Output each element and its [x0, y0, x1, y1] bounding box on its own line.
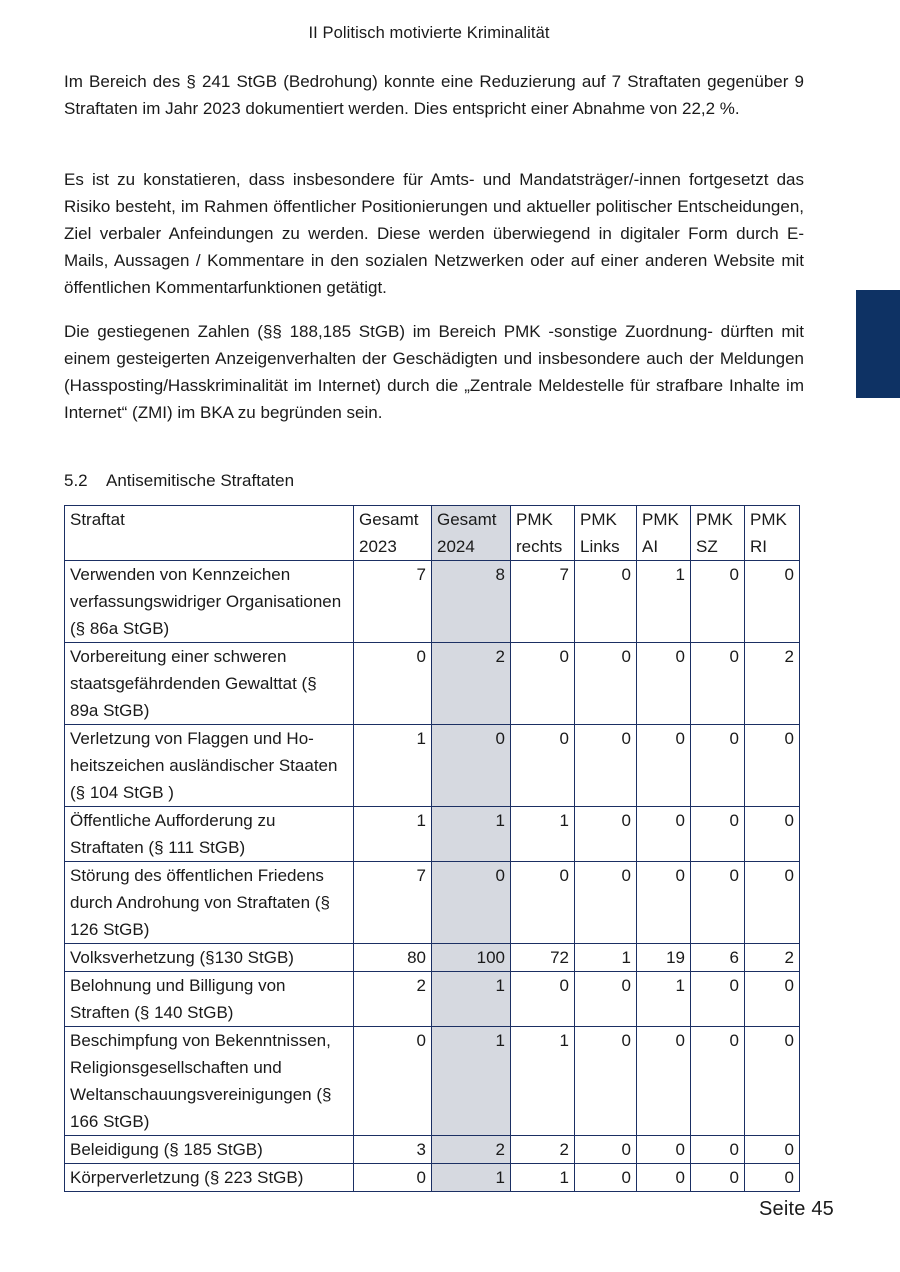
header-total-2023: Gesamt 2023	[354, 506, 432, 561]
chapter-tab-marker	[856, 290, 900, 398]
table-row	[65, 807, 800, 862]
count-cell: 0	[575, 1164, 637, 1192]
count-cell: 19	[637, 944, 691, 972]
section-number: 5.2	[64, 471, 88, 490]
count-cell: 0	[637, 862, 691, 944]
header-pmk-sz: PMK SZ	[691, 506, 745, 561]
count-cell: 0	[575, 807, 637, 862]
count-cell: 80	[354, 944, 432, 972]
count-cell: 1	[354, 725, 432, 807]
count-cell: 0	[745, 1164, 800, 1192]
count-cell: 0	[745, 725, 800, 807]
count-cell: 7	[354, 862, 432, 944]
count-cell: 72	[511, 944, 575, 972]
table-row	[65, 862, 800, 944]
count-cell: 2	[354, 972, 432, 1027]
offence-cell: Vorbereitung einer schweren staatsgefährdenden Gewalttat (§ 89a StGB)	[65, 643, 354, 725]
count-cell: 1	[511, 1027, 575, 1136]
count-cell: 0	[511, 725, 575, 807]
count-cell: 0	[575, 1027, 637, 1136]
count-cell: 0	[432, 862, 511, 944]
paragraph-increased-numbers: Die gestiegenen Zahlen (§§ 188,185 StGB) im Bereich PMK -sonstige Zuordnung- dürften mit einem gesteigerten Anzeigenverhalten der Geschädigten und insbesondere auch der Meldungen (Hassposting/Hasskriminalität im Internet) durch die „Zentrale Meldestelle für strafbare Inhalte im Internet“ (ZMI) im BKA zu begründen sein.	[64, 322, 804, 422]
header-offence: Straftat	[65, 506, 354, 561]
count-cell: 1	[432, 1164, 511, 1192]
table-row	[65, 1027, 800, 1136]
table-row	[65, 643, 800, 725]
offence-cell: Verwenden von Kennzeichen verfassungswidriger Organisationen (§ 86a StGB)	[65, 561, 354, 643]
count-cell: 0	[637, 643, 691, 725]
count-cell: 0	[637, 1136, 691, 1164]
count-cell: 0	[575, 725, 637, 807]
header-pmk-ai: PMK AI	[637, 506, 691, 561]
count-cell: 0	[691, 1027, 745, 1136]
count-cell: 2	[511, 1136, 575, 1164]
count-cell: 1	[511, 807, 575, 862]
count-cell: 0	[432, 725, 511, 807]
count-cell: 0	[575, 561, 637, 643]
offence-cell: Belohnung und Billigung von Straften (§ 140 StGB)	[65, 972, 354, 1027]
count-cell: 0	[637, 1164, 691, 1192]
count-cell: 0	[637, 725, 691, 807]
count-cell: 0	[691, 725, 745, 807]
table-row	[65, 1164, 800, 1192]
page-number: Seite 45	[759, 1198, 834, 1220]
count-cell: 2	[432, 643, 511, 725]
offence-cell: Beleidigung (§ 185 StGB)	[65, 1136, 354, 1164]
count-cell: 0	[575, 862, 637, 944]
section-title: Antisemitische Straftaten	[106, 471, 295, 490]
count-cell: 0	[691, 807, 745, 862]
count-cell: 0	[691, 1136, 745, 1164]
table-row	[65, 561, 800, 643]
paragraph-threats: Im Bereich des § 241 StGB (Bedrohung) konnte eine Reduzierung auf 7 Straftaten gegenüber 9 Straftaten im Jahr 2023 dokumentiert werden. Dies entspricht einer Abnahme von 22,2 %.	[64, 72, 804, 118]
count-cell: 1	[432, 972, 511, 1027]
table-header-row	[65, 506, 800, 561]
count-cell: 0	[745, 807, 800, 862]
count-cell: 3	[354, 1136, 432, 1164]
count-cell: 0	[637, 807, 691, 862]
count-cell: 0	[575, 972, 637, 1027]
count-cell: 8	[432, 561, 511, 643]
count-cell: 6	[691, 944, 745, 972]
offence-cell: Beschimpfung von Bekenntnissen, Religionsgesellschaften und Weltanschauungsvereinigungen (§ 166 StGB)	[65, 1027, 354, 1136]
count-cell: 0	[575, 643, 637, 725]
header-pmk-ri: PMK RI	[745, 506, 800, 561]
table-row	[65, 972, 800, 1027]
count-cell: 0	[575, 1136, 637, 1164]
count-cell: 0	[511, 972, 575, 1027]
count-cell: 0	[691, 972, 745, 1027]
count-cell: 0	[511, 643, 575, 725]
header-pmk-left: PMK Links	[575, 506, 637, 561]
offence-cell: Störung des öffentlichen Friedens durch Androhung von Straftaten (§ 126 StGB)	[65, 862, 354, 944]
offence-cell: Volksverhetzung (§130 StGB)	[65, 944, 354, 972]
table-row	[65, 725, 800, 807]
count-cell: 1	[511, 1164, 575, 1192]
running-header: II Politisch motivierte Kriminalität	[308, 24, 550, 42]
count-cell: 0	[691, 1164, 745, 1192]
table-row	[65, 1136, 800, 1164]
table-row	[65, 944, 800, 972]
count-cell: 1	[637, 561, 691, 643]
antisemitic-offences-table	[64, 505, 800, 1192]
count-cell: 1	[432, 1027, 511, 1136]
count-cell: 0	[745, 972, 800, 1027]
count-cell: 0	[354, 1164, 432, 1192]
count-cell: 0	[691, 862, 745, 944]
count-cell: 0	[745, 561, 800, 643]
count-cell: 1	[637, 972, 691, 1027]
offence-cell: Körperverletzung (§ 223 StGB)	[65, 1164, 354, 1192]
count-cell: 1	[575, 944, 637, 972]
count-cell: 2	[432, 1136, 511, 1164]
count-cell: 0	[354, 1027, 432, 1136]
count-cell: 100	[432, 944, 511, 972]
paragraph-officials-risk: Es ist zu konstatieren, dass insbesondere für Amts- und Mandatsträger/-innen fortgesetzt das Risiko besteht, im Rahmen öffentlicher Positionierungen und aktueller politischer Entscheidungen, Ziel verbaler Anfeindungen zu werden. Diese werden überwiegend in digitaler Form durch E-Mails, Aussagen / Kommentare in den sozialen Netzwerken oder auf einer anderen Website mit öffentlichen Kommentarfunktionen getätigt.	[64, 170, 804, 297]
count-cell: 0	[637, 1027, 691, 1136]
section-heading	[64, 467, 294, 494]
header-pmk-right: PMK rechts	[511, 506, 575, 561]
count-cell: 0	[354, 643, 432, 725]
header-total-2024: Gesamt 2024	[432, 506, 511, 561]
count-cell: 0	[691, 643, 745, 725]
count-cell: 0	[511, 862, 575, 944]
offence-cell: Verletzung von Flaggen und Hoheitszeichen ausländischer Staaten (§ 104 StGB )	[65, 725, 354, 807]
count-cell: 2	[745, 643, 800, 725]
count-cell: 7	[354, 561, 432, 643]
offence-cell: Öffentliche Aufforderung zu Straftaten (§ 111 StGB)	[65, 807, 354, 862]
count-cell: 0	[691, 561, 745, 643]
count-cell: 0	[745, 862, 800, 944]
count-cell: 0	[745, 1136, 800, 1164]
count-cell: 2	[745, 944, 800, 972]
count-cell: 0	[745, 1027, 800, 1136]
count-cell: 1	[354, 807, 432, 862]
count-cell: 7	[511, 561, 575, 643]
count-cell: 1	[432, 807, 511, 862]
